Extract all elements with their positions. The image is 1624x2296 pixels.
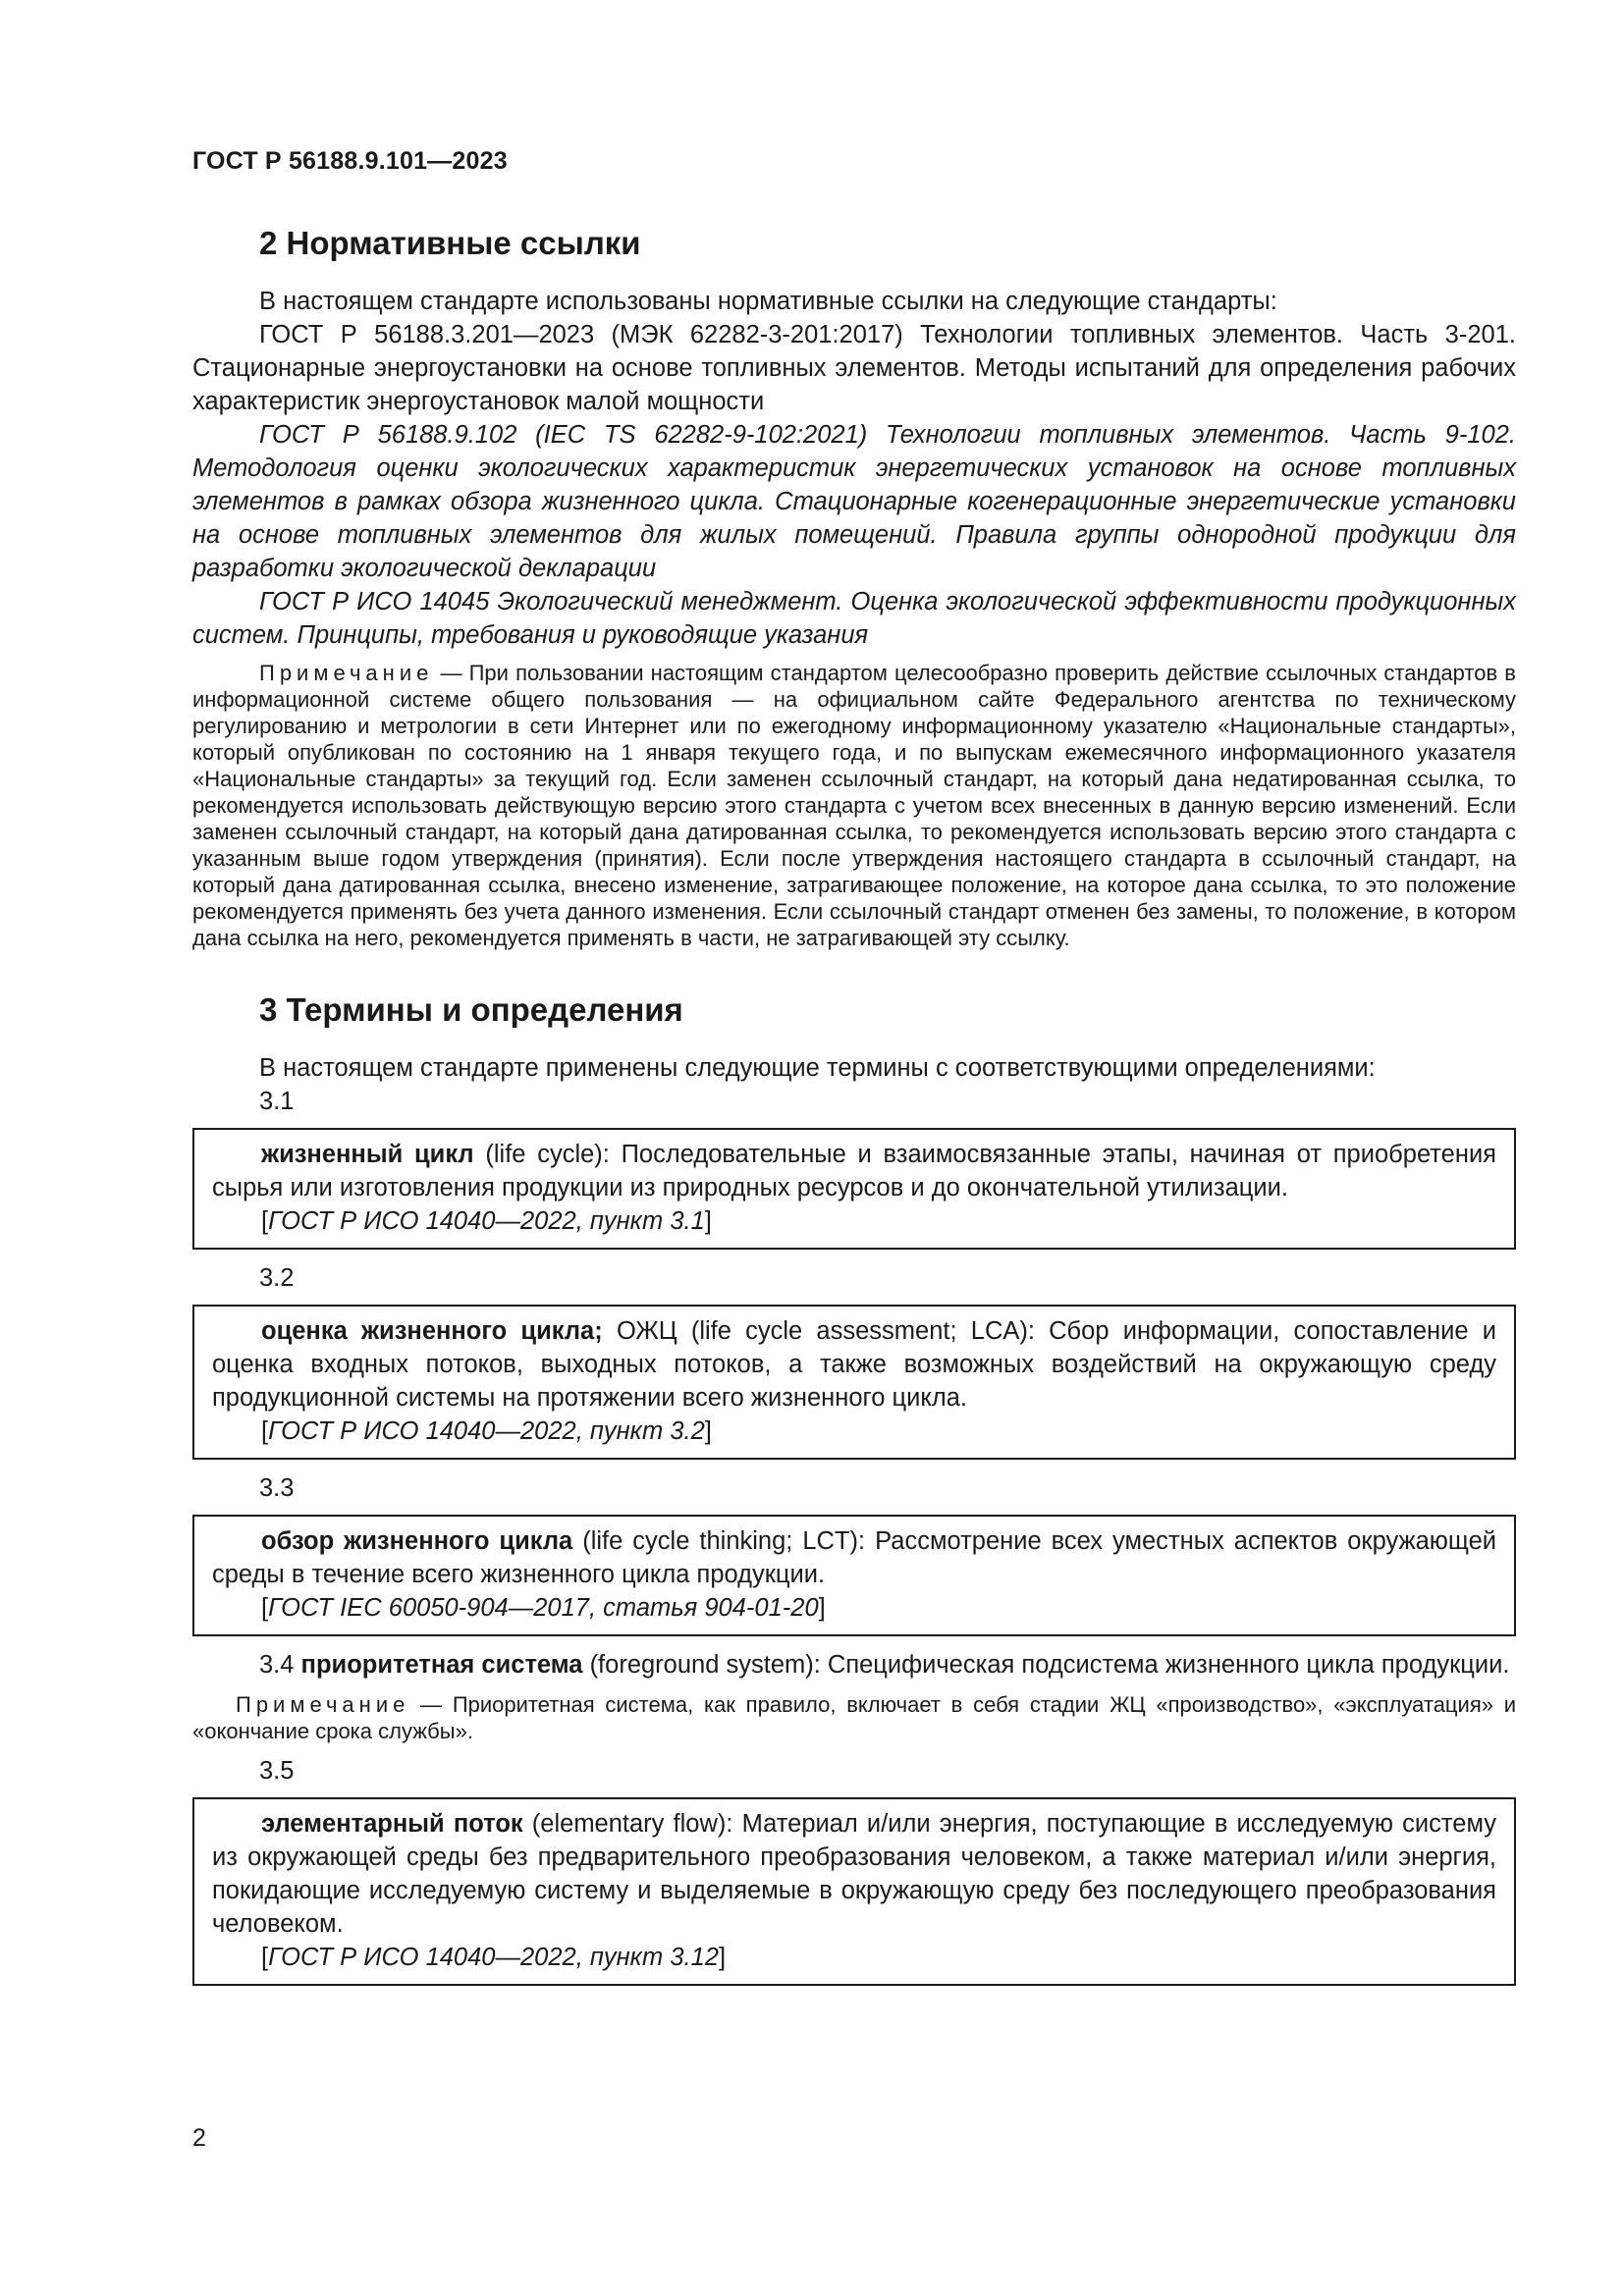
term-name: жизненный цикл xyxy=(261,1141,474,1168)
note-text: — При пользовании настоящим стандартом целесообразно проверить действие ссылочных стандартов в информационной системе общего пользования — на официальном сайте Федерального агентства по техническому регулированию и метрологии в сети Интернет или по ежегодному информационному указателю «Национальные стандарты», который опубликован по состоянию на 1 января текущего года, и по выпускам ежемесячного информационного указателя «Национальные стандарты» за текущий год. Если заменен ссылочный стандарт, на который дана недатированная ссылка, то рекомендуется использовать действующую версию этого стандарта с учетом всех внесенных в данную версию изменений. Если заменен ссылочный стандарт, на который дана датированная ссылка, то рекомендуется использовать версию этого стандарта с указанным выше годом утверждения (принятия). Если после утверждения настоящего стандарта в ссылочный стандарт, на который дана датированная ссылка, внесено изменение, затрагивающее положение, на которое дана ссылка, то это положение рекомендуется применять без учета данного изменения. Если ссылочный стандарт отменен без замены, то положение, в котором дана ссылка на него, рекомендуется применять в части, не затрагивающей эту ссылку. xyxy=(192,661,1516,950)
note-label: Примечание xyxy=(259,661,434,685)
section-2-intro: В настоящем стандарте использованы нормативные ссылки на следующие стандарты: xyxy=(259,288,1277,315)
term-def-text: (elementary flow): Материал и/или энергия, поступающие в исследуемую систему из окружающей среды без предварительного преобразования человеком, а также материал и/или энергия, покидающие исследуемую систему и выделяемые в окружающую среду без последующего преобразования человеком. xyxy=(212,1810,1497,1938)
note-text: — Приоритетная система, как правило, включает в себя стадии ЖЦ «производство», «эксплуатация» и «окончание срока службы». xyxy=(192,1692,1516,1743)
term-source-text: ГОСТ Р ИСО 14040—2022, пункт 3.2 xyxy=(268,1417,705,1445)
term-definition xyxy=(212,1807,1496,1941)
term-source-text: ГОСТ Р ИСО 14040—2022, пункт 3.12 xyxy=(268,1944,719,1971)
page-content xyxy=(192,224,1516,1998)
term-def-text: (foreground system): Специфическая подсистема жизненного цикла продукции. xyxy=(582,1651,1510,1679)
term-name: приоритетная система xyxy=(300,1651,583,1679)
term-box xyxy=(192,1128,1516,1250)
normative-ref: ГОСТ Р 56188.3.201—2023 (МЭК 62282-3-201:2017) Технологии топливных элементов. Часть 3-201. Стационарные энергоустановки на основе топливных элементов. Методы испытаний для определения рабочих характеристик энергоустановок малой мощности xyxy=(192,321,1516,415)
term-number: 3.4 xyxy=(259,1651,295,1679)
term-source-text: ГОСТ Р ИСО 14040—2022, пункт 3.1 xyxy=(268,1207,705,1235)
term-box xyxy=(192,1797,1516,1986)
note-label: Примечание xyxy=(236,1692,410,1717)
term-box xyxy=(192,1305,1516,1460)
term-number: 3.2 xyxy=(259,1264,295,1292)
term-number: 3.5 xyxy=(259,1757,295,1785)
term-3-4-note xyxy=(192,1691,1516,1744)
normative-ref: ГОСТ Р ИСО 14045 Экологический менеджмент. Оценка экологической эффективности продукционных систем. Принципы, требования и руководящие указания xyxy=(192,588,1516,649)
term-def-text: (life cycle): Последовательные и взаимосвязанные этапы, начиная от приобретения сырья или изготовления продукции из природных ресурсов и до окончательной утилизации. xyxy=(212,1141,1496,1201)
term-source: [ГОСТ Р ИСО 14040—2022, пункт 3.2] xyxy=(261,1417,712,1445)
term-def-text: ОЖЦ (life cycle assessment; LCA): Сбор информации, сопоставление и оценка входных потоков, выходных потоков, а также возможных воздействий на окружающую среду продукционной системы на протяжении всего жизненного цикла. xyxy=(212,1317,1496,1412)
term-number: 3.1 xyxy=(259,1088,295,1115)
section-2-note xyxy=(192,660,1516,951)
term-name: обзор жизненного цикла xyxy=(261,1527,573,1555)
term-source: [ГОСТ Р ИСО 14040—2022, пункт 3.1] xyxy=(261,1207,712,1235)
term-number: 3.3 xyxy=(259,1474,295,1502)
term-definition xyxy=(212,1314,1496,1415)
term-box xyxy=(192,1515,1516,1636)
term-3-4 xyxy=(192,1648,1516,1682)
term-name: оценка жизненного цикла; xyxy=(261,1317,603,1345)
section-3-intro: В настоящем стандарте применены следующие термины с соответствующими определениями: xyxy=(259,1054,1376,1082)
term-definition xyxy=(212,1524,1496,1591)
term-definition xyxy=(212,1138,1496,1204)
term-source: [ГОСТ Р ИСО 14040—2022, пункт 3.12] xyxy=(261,1944,727,1971)
term-source: [ГОСТ IEC 60050-904—2017, статья 904-01-20] xyxy=(261,1594,826,1622)
term-name: элементарный поток xyxy=(261,1810,523,1838)
section-3-heading: 3 Термины и определения xyxy=(259,991,683,1028)
section-2-heading: 2 Нормативные ссылки xyxy=(259,225,641,261)
page-number: 2 xyxy=(192,2124,206,2152)
document-code: ГОСТ Р 56188.9.101—2023 xyxy=(192,147,508,175)
normative-ref: ГОСТ Р 56188.9.102 (IEC TS 62282-9-102:2021) Технологии топливных элементов. Часть 9-102. Методология оценки экологических характеристик энергетических установок на основе топливных элементов в рамках обзора жизненного цикла. Стационарные когенерационные энергетические установки на основе топливных элементов для жилых помещений. Правила группы однородной продукции для разработки экологической декларации xyxy=(192,421,1516,582)
term-def-text: (life cycle thinking; LCT): Рассмотрение всех уместных аспектов окружающей среды в течение всего жизненного цикла продукции. xyxy=(212,1527,1496,1588)
term-source-text: ГОСТ IEC 60050-904—2017, статья 904-01-20 xyxy=(268,1594,819,1622)
